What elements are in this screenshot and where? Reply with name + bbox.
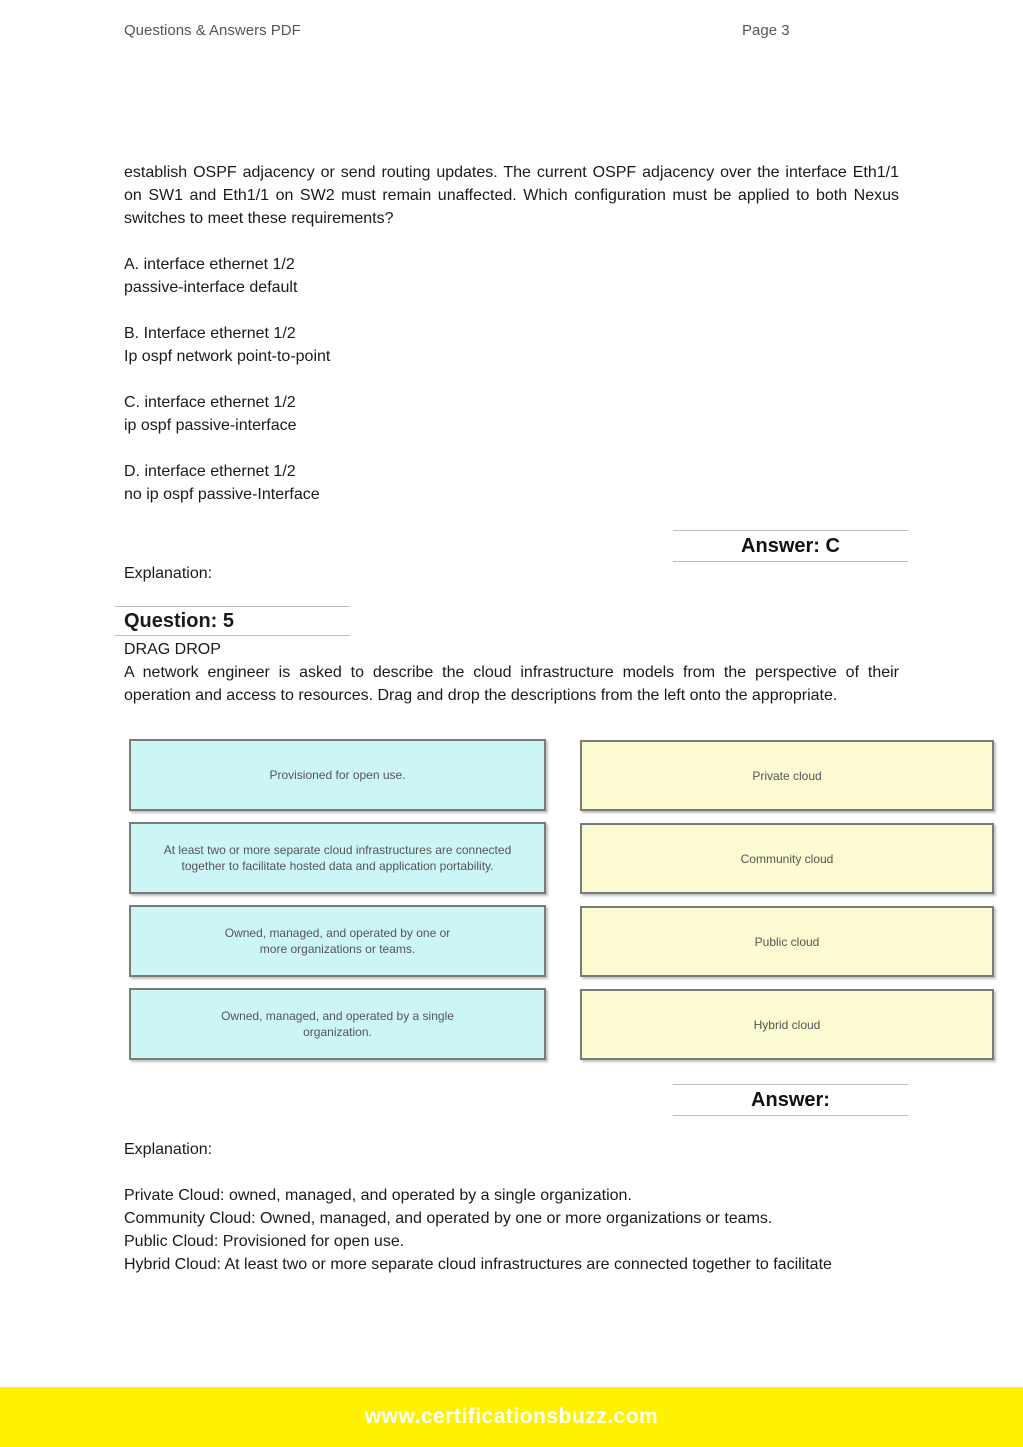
explanation-line-private: Private Cloud: owned, managed, and operated by a single organization. [124, 1187, 632, 1204]
option-a[interactable] [124, 253, 899, 299]
option-c-line1: C. interface ethernet 1/2 [124, 394, 296, 411]
option-d-line1: D. interface ethernet 1/2 [124, 463, 296, 480]
drop-target-public-cloud[interactable]: Public cloud [580, 906, 994, 977]
answer-5: Answer: [673, 1084, 908, 1116]
option-d[interactable] [124, 460, 899, 506]
explanation-5-label: Explanation: [124, 1141, 213, 1158]
footer-banner [0, 1387, 1023, 1447]
footer-url-link[interactable]: www.certificationsbuzz.com [364, 1405, 659, 1428]
explanation-line-public: Public Cloud: Provisioned for open use. [124, 1233, 405, 1250]
drag-item-2[interactable]: At least two or more separate cloud infrastructures are connected together to facilitate hosted data and application portability. [129, 822, 546, 894]
drag-item-1[interactable]: Provisioned for open use. [129, 739, 546, 811]
drag-item-3[interactable]: Owned, managed, and operated by one or more organizations or teams. [129, 905, 546, 977]
explanation-5-body [124, 1184, 899, 1276]
drop-target-community-cloud[interactable]: Community cloud [580, 823, 994, 894]
option-a-line1: A. interface ethernet 1/2 [124, 256, 295, 273]
explanation-line-community: Community Cloud: Owned, managed, and operated by one or more organizations or teams. [124, 1210, 773, 1227]
explanation-4-label: Explanation: [124, 565, 213, 582]
explanation-line-hybrid: Hybrid Cloud: At least two or more separate cloud infrastructures are connected together to facilitate [124, 1256, 832, 1273]
option-c[interactable] [124, 391, 899, 437]
question-4-text: establish OSPF adjacency or send routing updates. The current OSPF adjacency over the interface Eth1/1 on SW1 and Eth1/1 on SW2 must remain unaffected. Which configuration must be applied to both Nexus switches to meet these requirements? [124, 164, 899, 227]
question-5-heading: Question: 5 [115, 606, 350, 636]
page-number: Page 3 [742, 22, 790, 39]
option-b-line1: B. Interface ethernet 1/2 [124, 325, 296, 342]
option-b-line2: Ip ospf network point-to-point [124, 348, 331, 365]
header-title: Questions & Answers PDF [124, 22, 301, 39]
question-4-options [124, 253, 899, 529]
drag-item-4[interactable]: Owned, managed, and operated by a single organization. [129, 988, 546, 1060]
drop-target-private-cloud[interactable]: Private cloud [580, 740, 994, 811]
option-c-line2: ip ospf passive-interface [124, 417, 297, 434]
option-b[interactable] [124, 322, 899, 368]
question-5-text: A network engineer is asked to describe the cloud infrastructure models from the perspective of their operation and access to resources. Drag and drop the descriptions from the left onto the appropriate. [124, 664, 899, 704]
option-d-line2: no ip ospf passive-Interface [124, 486, 320, 503]
answer-4: Answer: C [673, 530, 908, 562]
drop-target-hybrid-cloud[interactable]: Hybrid cloud [580, 989, 994, 1060]
option-a-line2: passive-interface default [124, 279, 298, 296]
question-5-type: DRAG DROP [124, 641, 221, 658]
